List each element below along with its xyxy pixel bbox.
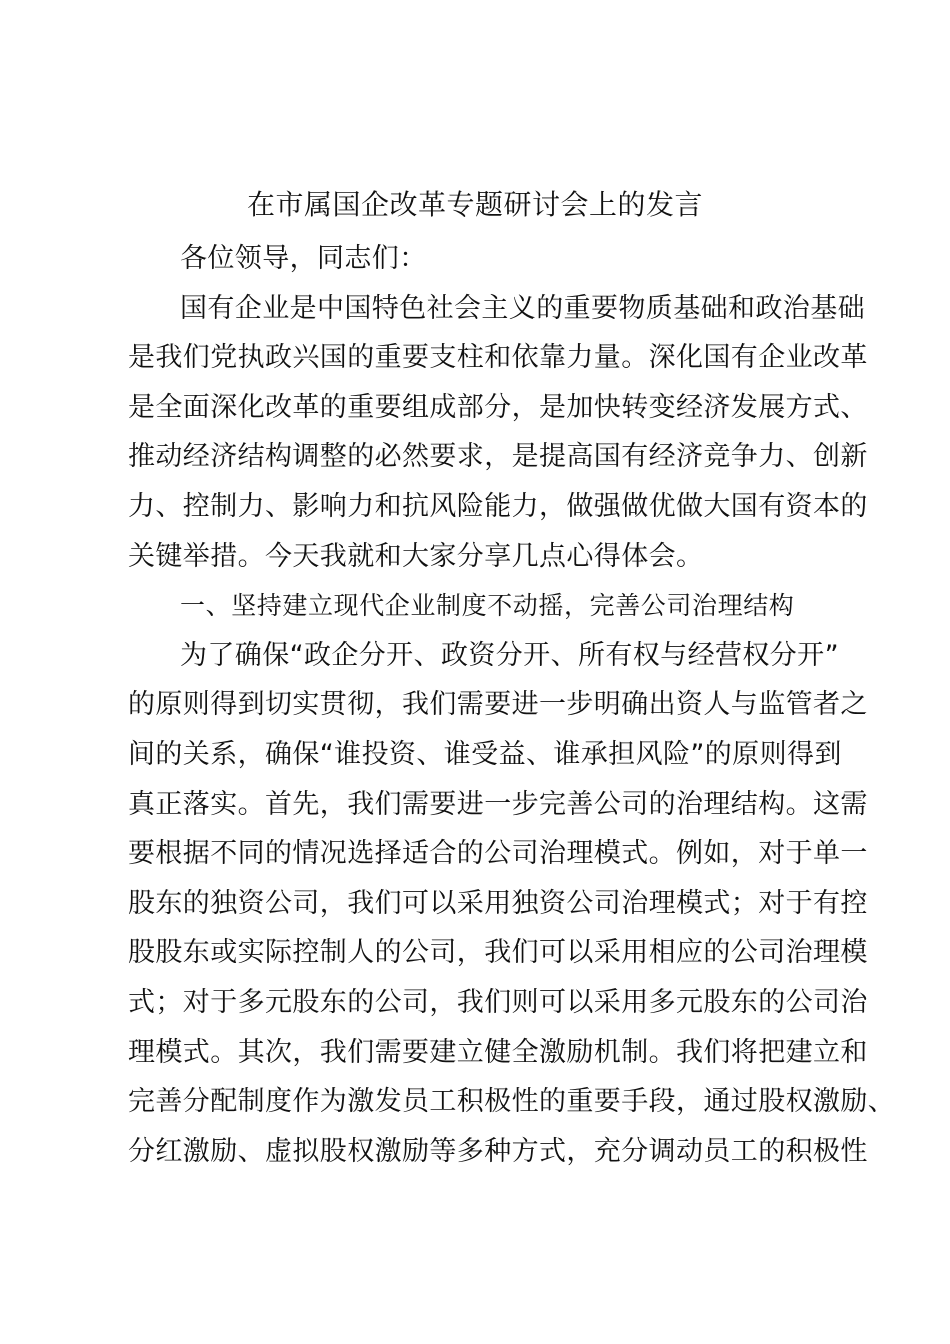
paragraph-2-line-6: 股东的独资公司，我们可以采用独资公司治理模式；对于有控 bbox=[128, 887, 868, 919]
paragraph-1-line-4: 推动经济结构调整的必然要求，是提高国有经济竞争力、创新 bbox=[128, 441, 868, 473]
paragraph-2-line-5: 要根据不同的情况选择适合的公司治理模式。例如，对于单一 bbox=[128, 838, 868, 870]
paragraph-1-line-3: 是全面深化改革的重要组成部分，是加快转变经济发展方式、 bbox=[128, 391, 868, 423]
paragraph-1-line-1: 国有企业是中国特色社会主义的重要物质基础和政治基础 bbox=[180, 292, 865, 324]
paragraph-2-line-9: 理模式。其次，我们需要建立健全激励机制。我们将把建立和 bbox=[128, 1036, 868, 1068]
paragraph-2-line-11: 分红激励、虚拟股权激励等多种方式，充分调动员工的积极性 bbox=[128, 1135, 868, 1167]
paragraph-2-line-8: 式；对于多元股东的公司，我们则可以采用多元股东的公司治 bbox=[128, 986, 868, 1018]
document-title: 在市属国企改革专题研讨会上的发言 bbox=[246, 188, 703, 221]
section-heading-1: 一、坚持建立现代企业制度不动摇，完善公司治理结构 bbox=[180, 591, 795, 621]
paragraph-2-line-2: 的原则得到切实贯彻，我们需要进一步明确出资人与监管者之 bbox=[128, 689, 868, 721]
paragraph-1-line-2: 是我们党执政兴国的重要支柱和依靠力量。深化国有企业改革 bbox=[128, 342, 868, 374]
paragraph-2-line-1: 为了确保“政企分开、政资分开、所有权与经营权分开” bbox=[180, 639, 839, 671]
paragraph-2-line-10: 完善分配制度作为激发员工积极性的重要手段，通过股权激励、 bbox=[128, 1086, 896, 1118]
paragraph-1-line-6: 关键举措。今天我就和大家分享几点心得体会。 bbox=[128, 540, 704, 572]
paragraph-2-line-4: 真正落实。首先，我们需要进一步完善公司的治理结构。这需 bbox=[128, 788, 868, 820]
paragraph-1-line-5: 力、控制力、影响力和抗风险能力，做强做优做大国有资本的 bbox=[128, 490, 868, 522]
paragraph-2-line-7: 股股东或实际控制人的公司，我们可以采用相应的公司治理模 bbox=[128, 937, 868, 969]
document-body bbox=[128, 234, 896, 1176]
salutation: 各位领导，同志们： bbox=[180, 243, 427, 274]
paragraph-2-line-3: 间的关系，确保“谁投资、谁受益、谁承担风险”的原则得到 bbox=[128, 738, 842, 770]
